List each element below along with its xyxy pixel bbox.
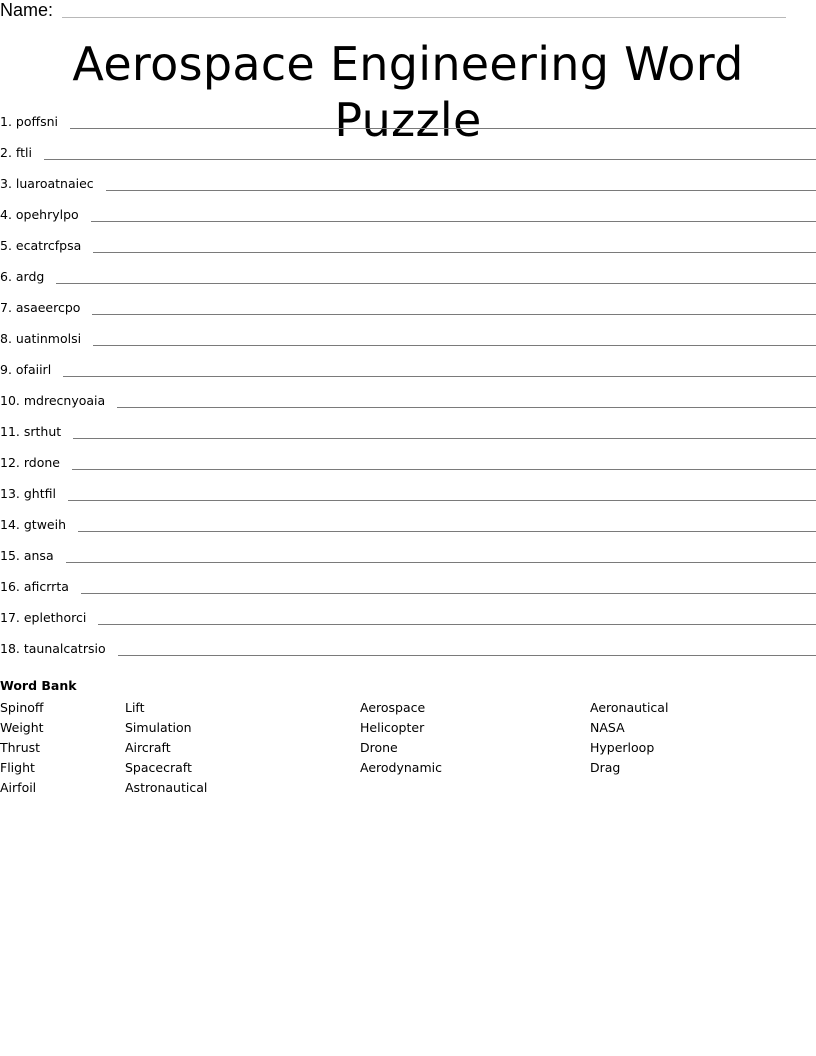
word-bank-word: Helicopter bbox=[360, 720, 425, 735]
answer-line bbox=[117, 391, 816, 408]
answer-line bbox=[118, 639, 816, 656]
clue-label: 7. asaeercpo bbox=[0, 300, 81, 315]
word-bank bbox=[0, 678, 816, 798]
clue-label: 9. ofaiirl bbox=[0, 362, 52, 377]
page-title: Aerospace Engineering Word Puzzle bbox=[72, 37, 744, 147]
answer-line bbox=[93, 236, 816, 253]
clue-label: 5. ecatrcfpsa bbox=[0, 238, 82, 253]
clue-row bbox=[0, 608, 816, 639]
answer-line bbox=[66, 546, 816, 563]
clue-label: 1. poffsni bbox=[0, 114, 59, 129]
word-bank-word: Lift bbox=[125, 700, 145, 715]
clue-row bbox=[0, 174, 816, 205]
clue-label: 16. aficrrta bbox=[0, 579, 69, 594]
clue-row bbox=[0, 484, 816, 515]
word-bank-word: Spacecraft bbox=[125, 760, 192, 775]
answer-line bbox=[73, 422, 816, 439]
clue-row bbox=[0, 453, 816, 484]
word-bank-word: Aerospace bbox=[360, 700, 426, 715]
word-bank-word: Thrust bbox=[0, 740, 41, 755]
word-bank-column bbox=[125, 698, 207, 798]
clue-row bbox=[0, 298, 816, 329]
answer-line bbox=[68, 484, 816, 501]
word-bank-word: Flight bbox=[0, 760, 35, 775]
clue-row bbox=[0, 639, 816, 670]
word-bank-word: Drone bbox=[360, 740, 398, 755]
word-bank-word: Drag bbox=[590, 760, 621, 775]
word-bank-word: Aerodynamic bbox=[360, 760, 442, 775]
clue-row bbox=[0, 360, 816, 391]
word-bank-word: Aircraft bbox=[125, 740, 171, 755]
answer-line bbox=[81, 577, 816, 594]
word-bank-word: NASA bbox=[590, 720, 625, 735]
clue-list bbox=[0, 112, 816, 670]
answer-line bbox=[63, 360, 816, 377]
clue-label: 12. rdone bbox=[0, 455, 60, 470]
name-write-line bbox=[62, 17, 786, 18]
clue-row bbox=[0, 515, 816, 546]
name-field-row bbox=[0, 0, 790, 20]
word-bank-word: Aeronautical bbox=[590, 700, 669, 715]
clue-label: 14. gtweih bbox=[0, 517, 66, 532]
clue-label: 6. ardg bbox=[0, 269, 45, 284]
answer-line bbox=[44, 143, 816, 160]
word-bank-column bbox=[360, 698, 442, 778]
name-label: Name: bbox=[0, 0, 54, 20]
word-bank-word: Astronautical bbox=[125, 780, 208, 795]
word-bank-title: Word Bank bbox=[0, 678, 77, 693]
answer-line bbox=[106, 174, 816, 191]
clue-label: 4. opehrylpo bbox=[0, 207, 79, 222]
clue-row bbox=[0, 143, 816, 174]
answer-line bbox=[98, 608, 816, 625]
word-bank-word: Airfoil bbox=[0, 780, 37, 795]
clue-row bbox=[0, 422, 816, 453]
clue-row bbox=[0, 112, 816, 143]
answer-line bbox=[78, 515, 816, 532]
clue-label: 18. taunalcatrsio bbox=[0, 641, 106, 656]
answer-line bbox=[93, 329, 816, 346]
clue-row bbox=[0, 205, 816, 236]
clue-label: 8. uatinmolsi bbox=[0, 331, 82, 346]
clue-row bbox=[0, 391, 816, 422]
answer-line bbox=[72, 453, 816, 470]
clue-label: 11. srthut bbox=[0, 424, 62, 439]
clue-label: 13. ghtfil bbox=[0, 486, 56, 501]
word-bank-column bbox=[590, 698, 668, 778]
answer-line bbox=[92, 298, 816, 315]
clue-row bbox=[0, 546, 816, 577]
answer-line bbox=[56, 267, 816, 284]
clue-row bbox=[0, 236, 816, 267]
clue-label: 17. eplethorci bbox=[0, 610, 87, 625]
clue-label: 2. ftli bbox=[0, 145, 32, 160]
clue-label: 3. luaroatnaiec bbox=[0, 176, 94, 191]
clue-label: 15. ansa bbox=[0, 548, 54, 563]
clue-row bbox=[0, 267, 816, 298]
word-bank-word: Simulation bbox=[125, 720, 192, 735]
answer-line bbox=[91, 205, 816, 222]
word-bank-word: Hyperloop bbox=[590, 740, 655, 755]
clue-label: 10. mdrecnyoaia bbox=[0, 393, 106, 408]
word-bank-grid bbox=[0, 698, 816, 798]
clue-row bbox=[0, 329, 816, 360]
word-bank-word: Weight bbox=[0, 720, 44, 735]
word-bank-column bbox=[0, 698, 44, 798]
word-bank-word: Spinoff bbox=[0, 700, 44, 715]
answer-line bbox=[70, 112, 816, 129]
clue-row bbox=[0, 577, 816, 608]
